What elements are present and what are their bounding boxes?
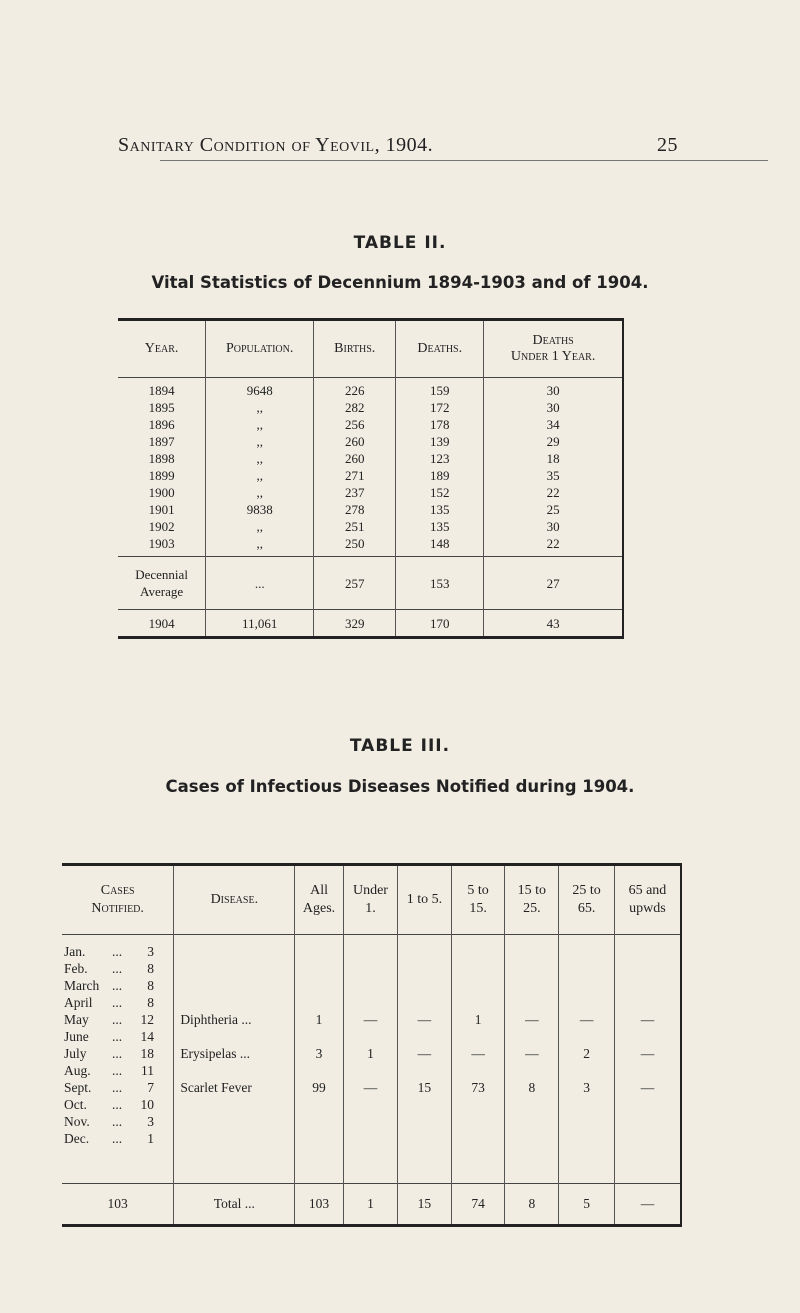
25-to-65-cell [559,935,615,1184]
population-cell: ,, [206,467,314,484]
month-name: July [64,1046,87,1061]
value-stack [344,943,397,1105]
value: 1 [474,1012,482,1027]
leader-dots: ... [112,1097,123,1112]
deaths-cell: 178 [396,416,484,433]
page-number: 25 [657,134,678,156]
value-stack [505,943,558,1105]
under1-cell: 30 [484,378,623,400]
col-65-upwards [614,865,681,935]
col-25-line2: 65. [577,901,596,916]
under-1-cell [343,935,397,1184]
col-deaths: Deaths. [396,320,484,378]
value-stack [615,943,680,1105]
table2-heading: TABLE II. [353,233,447,253]
under1-cell: 30 [484,399,623,416]
spacer [344,943,397,1003]
value: — [417,1046,432,1061]
65-upwards-cell [614,935,681,1184]
month-count: 8 [147,978,154,993]
list-item [62,1113,173,1130]
1-to-5-cell [398,935,452,1184]
col-under-1 [343,865,397,935]
leader-dots: ... [112,1080,123,1095]
table-row [118,450,623,467]
col-cases-line2: Notified. [91,901,144,916]
disease-name: Erysipelas ... [180,1046,251,1061]
deaths-cell: 159 [396,378,484,400]
under1-cell: 22 [484,535,623,557]
list-item [62,1045,173,1062]
value: — [471,1046,485,1061]
spacer [174,943,294,1003]
under1-cell: 22 [484,484,623,501]
5-to-15-cell [451,935,505,1184]
table-row [118,535,623,557]
month-count: 8 [147,995,154,1010]
col-65-line1: 65 and [628,883,667,898]
population-cell: 9648 [206,378,314,400]
total-under-1: 1 [343,1184,397,1226]
deaths-cell: 153 [396,557,484,610]
births-cell: 260 [314,450,396,467]
table-body-row [62,935,681,1184]
value: — [525,1012,539,1027]
value: 99 [312,1080,326,1095]
population-cell: ,, [206,450,314,467]
list-item [62,1028,173,1045]
births-cell: 257 [314,557,396,610]
table-row [118,433,623,450]
population-cell: ,, [206,518,314,535]
value: 15 [417,1080,432,1095]
list-item [62,1096,173,1113]
table-header-row [118,320,623,378]
population-cell: 9838 [206,501,314,518]
under1-cell: 43 [484,610,623,638]
col-cases-line1: Cases [100,883,135,898]
month-count: 14 [140,1029,154,1044]
value: — [579,1012,594,1027]
value: 3 [583,1080,590,1095]
under1-cell: 34 [484,416,623,433]
table-row [118,518,623,535]
col-25-line1: 25 to [572,883,601,898]
population-cell: ,, [206,416,314,433]
month-name: March [64,978,100,993]
table3-heading: TABLE III. [349,736,451,756]
table2-caption: Vital Statistics of Decennium 1894-1903 and of 1904. [151,273,649,292]
leader-dots: ... [112,1046,123,1061]
col-cases-notified [62,865,174,935]
value: 73 [471,1080,485,1095]
spacer [505,943,558,1003]
value: 8 [528,1080,536,1095]
col-disease: Disease. [174,865,295,935]
header-rule [160,160,768,161]
col-deaths-under-1 [484,320,623,378]
value-stack [295,943,342,1105]
value: — [640,1046,655,1061]
total-row [62,1184,681,1226]
month-name: Feb. [64,961,88,976]
under1-cell: 29 [484,433,623,450]
deaths-cell: 189 [396,467,484,484]
disease-name: Scarlet Fever [180,1080,252,1095]
col-year: Year. [144,341,179,356]
month-name: Jan. [64,944,86,959]
vital-statistics-table [118,318,624,639]
deaths-cell: 148 [396,535,484,557]
births-cell: 250 [314,535,396,557]
births-cell: 282 [314,399,396,416]
average-label [118,557,206,610]
year-cell: 1902 [148,519,175,534]
value-stack [559,943,614,1105]
table-row [118,501,623,518]
list-item [62,1130,173,1147]
col-under-line1: Under [352,883,388,898]
month-count: 10 [140,1097,154,1112]
col-all-line2: Ages. [302,901,336,916]
list-item [62,960,173,977]
spacer [452,943,505,1003]
leader-dots: ... [112,978,123,993]
year-cell: 1898 [148,451,175,466]
leader-dots: ... [112,1012,123,1027]
population-cell: ,, [206,535,314,557]
total-all-ages: 103 [295,1184,343,1226]
col-births: Births. [314,320,396,378]
year-cell: 1896 [148,417,175,432]
leader-dots: ... [112,1029,123,1044]
value-stack [398,943,451,1105]
month-count: 12 [140,1012,154,1027]
total-15-to-25: 8 [505,1184,559,1226]
col-5-to-15 [451,865,505,935]
spacer [398,943,451,1003]
under1-cell: 18 [484,450,623,467]
leader-dots: ... [112,995,123,1010]
population-cell: 11,061 [206,610,314,638]
disease-name: Diphtheria ... [180,1012,252,1027]
year-cell: 1895 [148,400,175,415]
table-row [118,484,623,501]
deaths-cell: 123 [396,450,484,467]
col-1-to-5: 1 to 5. [398,865,452,935]
month-name: June [64,1029,89,1044]
under1-cell: 25 [484,501,623,518]
total-1-to-5: 15 [398,1184,452,1226]
month-count: 3 [147,944,154,959]
month-name: Sept. [64,1080,92,1095]
births-cell: 260 [314,433,396,450]
col-population: Population. [206,320,314,378]
value: — [640,1012,655,1027]
month-list [62,943,173,1147]
table-row [118,467,623,484]
births-cell: 278 [314,501,396,518]
list-item [62,1079,173,1096]
deaths-cell: 139 [396,433,484,450]
col-all-ages [295,865,343,935]
population-cell: ,, [206,399,314,416]
births-cell: 271 [314,467,396,484]
under1-cell: 30 [484,518,623,535]
births-cell: 256 [314,416,396,433]
leader-dots: ... [112,944,123,959]
value: 3 [315,1046,323,1061]
year-cell: 1903 [148,536,175,551]
total-cases-cell: 103 [62,1184,174,1226]
table-row [118,378,623,400]
col-5-line2: 15. [469,901,487,916]
leader-dots: ... [112,1063,123,1078]
month-count: 7 [147,1080,154,1095]
col-15-line2: 25. [523,901,541,916]
population-cell: ... [206,557,314,610]
value: — [640,1080,655,1095]
value: 2 [583,1046,590,1061]
year-cell: 1901 [148,502,175,517]
all-ages-cell [295,935,343,1184]
total-5-to-15: 74 [451,1184,505,1226]
col-15-line1: 15 to [517,883,547,898]
total-label: Total ... [174,1184,295,1226]
month-count: 18 [140,1046,154,1061]
table3-caption: Cases of Infectious Diseases Notified during 1904. [165,777,635,796]
value: — [363,1080,378,1095]
average-label-line2: Average [140,584,184,599]
col-all-line1: All [310,883,328,898]
spacer [615,943,680,1003]
month-name: May [64,1012,89,1027]
total-65-upwards: — [614,1184,681,1226]
month-name: Oct. [64,1097,87,1112]
population-cell: ,, [206,484,314,501]
running-title: Sanitary Condition of Yeovil, 1904. [118,134,434,156]
month-name: April [64,995,93,1010]
value: — [525,1046,539,1061]
list-item [62,1062,173,1079]
list-item [62,1011,173,1028]
month-count: 8 [147,961,154,976]
15-to-25-cell [505,935,559,1184]
population-cell: ,, [206,433,314,450]
table-header-row [62,865,681,935]
spacer [559,943,614,1003]
col-65-line2: upwds [629,901,666,916]
col-under-line2: 1. [365,901,376,916]
value: 1 [367,1046,374,1061]
col-5-line1: 5 to [467,883,489,898]
deaths-cell: 135 [396,518,484,535]
list-item [62,943,173,960]
table-row [118,399,623,416]
births-cell: 329 [314,610,396,638]
list-item [62,994,173,1011]
total-25-to-65: 5 [559,1184,615,1226]
col-25-to-65 [559,865,615,935]
month-count: 3 [147,1114,154,1129]
value: — [417,1012,432,1027]
average-label-line1: Decennial [135,567,188,582]
col-deaths-under-1-line1: Deaths [532,333,574,348]
leader-dots: ... [112,1114,123,1129]
births-cell: 226 [314,378,396,400]
year-cell: 1904 [118,610,206,638]
infectious-diseases-table [62,863,682,1227]
under1-cell: 35 [484,467,623,484]
spacer [295,943,342,1003]
decennial-average-row [118,557,623,610]
month-name: Dec. [64,1131,90,1146]
year-cell: 1900 [148,485,175,500]
leader-dots: ... [112,1131,123,1146]
disease-names-cell [174,935,295,1184]
month-name: Aug. [64,1063,91,1078]
month-count: 1 [147,1131,154,1146]
value: 1 [315,1012,323,1027]
col-15-to-25 [505,865,559,935]
table-row [118,416,623,433]
monthly-cases-cell [62,935,174,1184]
month-count: 11 [141,1063,154,1078]
year-cell: 1894 [148,383,175,398]
under1-cell: 27 [484,557,623,610]
deaths-cell: 135 [396,501,484,518]
value: — [363,1012,378,1027]
disease-stack [174,943,294,1105]
col-deaths-under-1-line2: Under 1 Year. [510,349,596,364]
births-cell: 237 [314,484,396,501]
deaths-cell: 152 [396,484,484,501]
deaths-cell: 170 [396,610,484,638]
births-cell: 251 [314,518,396,535]
year-cell: 1899 [148,468,175,483]
year-cell: 1897 [148,434,175,449]
value-stack [452,943,505,1105]
year-1904-row [118,610,623,638]
leader-dots: ... [112,961,123,976]
month-name: Nov. [64,1114,90,1129]
deaths-cell: 172 [396,399,484,416]
list-item [62,977,173,994]
